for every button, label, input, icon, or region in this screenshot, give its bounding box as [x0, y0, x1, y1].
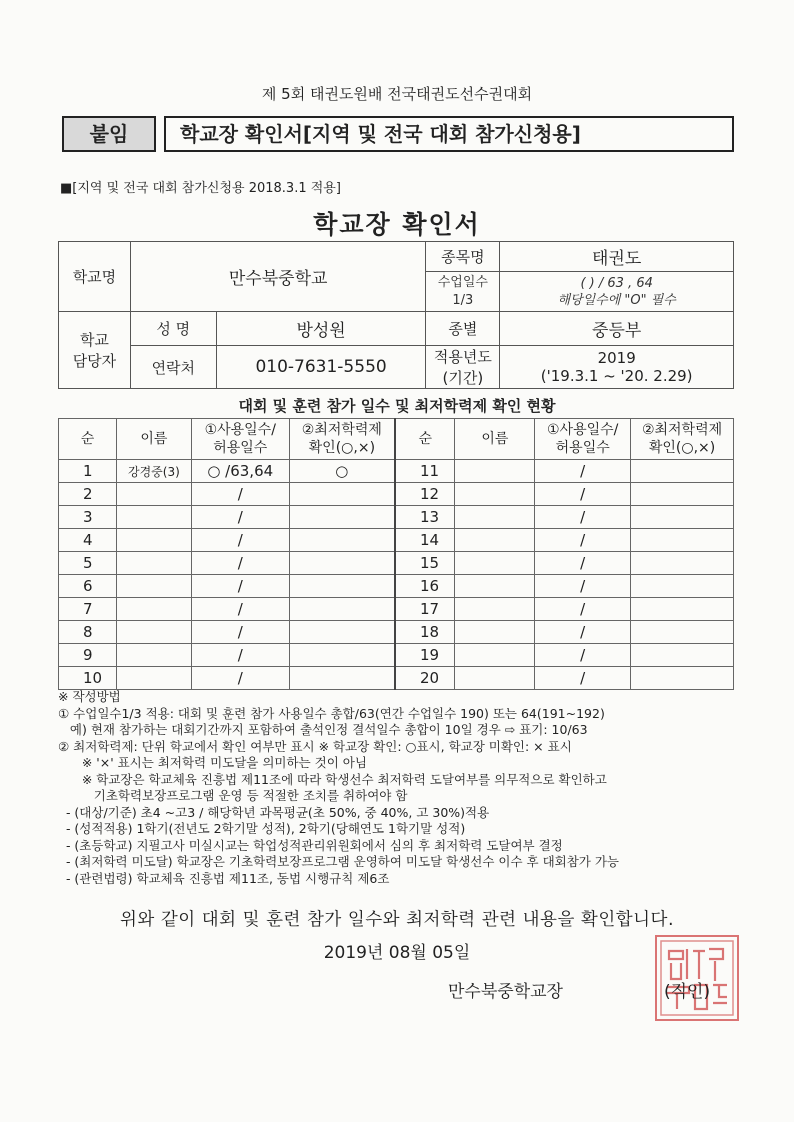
contact-label: 연락처	[130, 346, 216, 389]
instruction-line: ※ '×' 표시는 최저학력 미도달을 의미하는 것이 아님	[58, 755, 367, 770]
year-field[interactable]	[500, 346, 734, 389]
applicable-note: ■[지역 및 전국 대회 참가신청용 2018.3.1 적용]	[60, 181, 341, 196]
days-used-cell[interactable]: /	[535, 460, 631, 483]
instruction-line: ※ 작성방법	[58, 689, 121, 704]
student-name-cell[interactable]	[116, 575, 191, 598]
row-number: 9	[59, 644, 117, 667]
days-used-cell[interactable]: /	[191, 621, 289, 644]
student-name-cell[interactable]	[116, 667, 191, 690]
sign-label: (직인)	[664, 982, 711, 1002]
row-number: 10	[59, 667, 117, 690]
student-name-cell[interactable]	[455, 598, 535, 621]
school-days-value: ( ) / 63 , 64	[580, 275, 653, 291]
student-name-cell[interactable]	[455, 460, 535, 483]
teacher-label: 학교 담당자	[59, 312, 131, 389]
row-number: 1	[59, 460, 117, 483]
row-number: 20	[395, 667, 455, 690]
row-number: 16	[395, 575, 455, 598]
table-row	[59, 552, 734, 575]
student-name-cell[interactable]	[455, 552, 535, 575]
days-used-cell[interactable]: /	[535, 552, 631, 575]
min-academic-check-cell[interactable]	[289, 506, 395, 529]
instruction-line: 예) 현재 참가하는 대회기간까지 포함하여 출석인정 결석일수 총합이 10일 경우 ⇨ 표기: 10/63	[58, 722, 588, 737]
row-number: 19	[395, 644, 455, 667]
header-no: 순	[395, 419, 455, 460]
min-academic-check-cell[interactable]	[289, 667, 395, 690]
info-table	[58, 241, 734, 389]
row-number: 8	[59, 621, 117, 644]
student-name-cell[interactable]	[116, 621, 191, 644]
row-number: 13	[395, 506, 455, 529]
min-academic-check-cell[interactable]	[631, 667, 734, 690]
school-days-note: 해당일수에 "O" 필수	[557, 292, 676, 308]
header-name: 이름	[116, 419, 191, 460]
row-number: 18	[395, 621, 455, 644]
student-name-cell[interactable]	[455, 667, 535, 690]
school-days-field[interactable]	[500, 272, 734, 312]
school-name: 만수북중학교	[130, 242, 426, 312]
header-check: ②최저학력제 확인(○,×)	[631, 419, 734, 460]
roster-header-row	[59, 419, 734, 460]
confirmation-statement: 위와 같이 대회 및 훈련 참가 일수와 최저학력 관련 내용을 확인합니다.	[119, 910, 675, 930]
days-used-cell[interactable]: /	[535, 483, 631, 506]
document-title: 학교장 확인서	[313, 210, 481, 239]
row-number: 11	[395, 460, 455, 483]
row-number: 3	[59, 506, 117, 529]
min-academic-check-cell[interactable]	[631, 644, 734, 667]
days-used-cell[interactable]: /	[535, 667, 631, 690]
student-name-cell[interactable]	[455, 621, 535, 644]
table-row	[59, 506, 734, 529]
row-number: 15	[395, 552, 455, 575]
days-used-cell[interactable]: /	[191, 483, 289, 506]
days-used-cell[interactable]: /	[535, 644, 631, 667]
days-used-cell[interactable]: /	[535, 598, 631, 621]
student-name-cell[interactable]	[116, 598, 191, 621]
table-row	[59, 598, 734, 621]
instruction-line: - (대상/기준) 초4 ~고3 / 해당학년 과목평균(초 50%, 중 40%, 고 30%)적용	[58, 804, 490, 820]
row-number: 7	[59, 598, 117, 621]
table-row	[59, 667, 734, 690]
category-value[interactable]: 중등부	[500, 312, 734, 346]
row-number: 6	[59, 575, 117, 598]
issue-date: 2019년 08월 05일	[323, 943, 471, 963]
teacher-name[interactable]: 방성원	[216, 312, 426, 346]
days-used-cell[interactable]: /	[191, 644, 289, 667]
min-academic-check-cell[interactable]	[289, 483, 395, 506]
table-row	[59, 529, 734, 552]
min-academic-check-cell[interactable]: ○	[289, 460, 395, 483]
name-label: 성 명	[130, 312, 216, 346]
student-name-cell[interactable]	[455, 506, 535, 529]
row-number: 12	[395, 483, 455, 506]
instruction-line: 기초학력보장프로그램 운영 등 적절한 조치를 취하여야 함	[58, 788, 408, 803]
student-name-cell[interactable]	[455, 575, 535, 598]
header-days: ①사용일수/ 허용일수	[535, 419, 631, 460]
instructions	[58, 689, 748, 887]
table-row	[59, 575, 734, 598]
school-label: 학교명	[59, 242, 131, 312]
student-name-cell[interactable]	[116, 552, 191, 575]
header-check: ②최저학력제 확인(○,×)	[289, 419, 395, 460]
student-name-cell[interactable]	[116, 483, 191, 506]
signer-title: 만수북중학교장	[448, 982, 563, 1002]
row-number: 17	[395, 598, 455, 621]
attachment-tag: 붙임	[62, 116, 156, 152]
roster-table	[58, 418, 734, 690]
sport-value: 태권도	[500, 242, 734, 272]
year-value: 2019	[597, 349, 636, 367]
days-used-cell[interactable]: /	[191, 506, 289, 529]
table-row	[59, 621, 734, 644]
days-used-cell[interactable]: /	[535, 506, 631, 529]
year-label: 적용년도 (기간)	[426, 346, 500, 389]
days-used-cell[interactable]: /	[191, 667, 289, 690]
row-number: 4	[59, 529, 117, 552]
min-academic-check-cell[interactable]	[631, 621, 734, 644]
min-academic-check-cell[interactable]	[289, 575, 395, 598]
days-used-cell[interactable]: /	[535, 529, 631, 552]
event-title: 제 5회 태권도원배 전국태권도선수권대회	[261, 85, 533, 103]
category-label: 종별	[426, 312, 500, 346]
form-title: 학교장 확인서[지역 및 전국 대회 참가신청용]	[164, 116, 734, 152]
contact-value[interactable]: 010-7631-5550	[216, 346, 426, 389]
school-days-label: 수업일수 1/3	[426, 272, 500, 312]
row-number: 5	[59, 552, 117, 575]
instruction-line: - (초등학교) 지필고사 미실시교는 학업성적관리위원회에서 심의 후 최저학력 도달여부 결정	[58, 837, 563, 853]
instruction-line: - (관련법령) 학교체육 진흥법 제11조, 동법 시행규칙 제6조	[58, 870, 390, 886]
days-used-cell[interactable]: /	[191, 575, 289, 598]
days-used-cell[interactable]: /	[191, 552, 289, 575]
instruction-line: ② 최저학력제: 단위 학교에서 확인 여부만 표시 ※ 학교장 확인: ○표시, 학교장 미확인: × 표시	[58, 738, 572, 754]
table-row	[59, 644, 734, 667]
student-name-cell[interactable]	[455, 529, 535, 552]
days-used-cell[interactable]: /	[191, 529, 289, 552]
header-no: 순	[59, 419, 117, 460]
student-name-cell[interactable]	[116, 506, 191, 529]
year-period: ('19.3.1 ~ '20. 2.29)	[540, 367, 693, 385]
sport-label: 종목명	[426, 242, 500, 272]
min-academic-check-cell[interactable]	[289, 644, 395, 667]
instruction-line: - (최저학력 미도달) 학교장은 기초학력보장프로그램 운영하여 미도달 학생선수 이수 후 대회참가 가능	[58, 854, 619, 869]
min-academic-check-cell[interactable]	[631, 552, 734, 575]
student-name-cell[interactable]	[455, 483, 535, 506]
days-used-cell[interactable]: /	[535, 575, 631, 598]
min-academic-check-cell[interactable]	[289, 621, 395, 644]
row-number: 2	[59, 483, 117, 506]
min-academic-check-cell[interactable]	[631, 460, 734, 483]
header-days: ①사용일수/ 허용일수	[191, 419, 289, 460]
table-row	[59, 460, 734, 483]
student-name-cell[interactable]	[116, 644, 191, 667]
min-academic-check-cell[interactable]	[289, 598, 395, 621]
min-academic-check-cell[interactable]	[631, 483, 734, 506]
header-name: 이름	[455, 419, 535, 460]
student-name-cell[interactable]	[455, 644, 535, 667]
min-academic-check-cell[interactable]	[289, 529, 395, 552]
days-used-cell[interactable]: /	[535, 621, 631, 644]
student-name-cell[interactable]: 강경중(3)	[116, 460, 191, 483]
min-academic-check-cell[interactable]	[631, 575, 734, 598]
table-row	[59, 483, 734, 506]
min-academic-check-cell[interactable]	[631, 529, 734, 552]
min-academic-check-cell[interactable]	[631, 506, 734, 529]
days-used-cell[interactable]: ○ /63,64	[191, 460, 289, 483]
roster-caption: 대회 및 훈련 참가 일수 및 최저학력제 확인 현황	[238, 397, 556, 415]
instruction-line: - (성적적용) 1학기(전년도 2학기말 성적), 2학기(당해연도 1학기말 성적)	[58, 821, 466, 836]
days-used-cell[interactable]: /	[191, 598, 289, 621]
instruction-line: ※ 학교장은 학교체육 진흥법 제11조에 따라 학생선수 최저학력 도달여부를 의무적으로 확인하고	[58, 771, 607, 787]
student-name-cell[interactable]	[116, 529, 191, 552]
min-academic-check-cell[interactable]	[631, 598, 734, 621]
instruction-line: ① 수업일수1/3 적용: 대회 및 훈련 참가 사용일수 총합/63(연간 수업일수 190) 또는 64(191~192)	[58, 705, 605, 721]
row-number: 14	[395, 529, 455, 552]
min-academic-check-cell[interactable]	[289, 552, 395, 575]
